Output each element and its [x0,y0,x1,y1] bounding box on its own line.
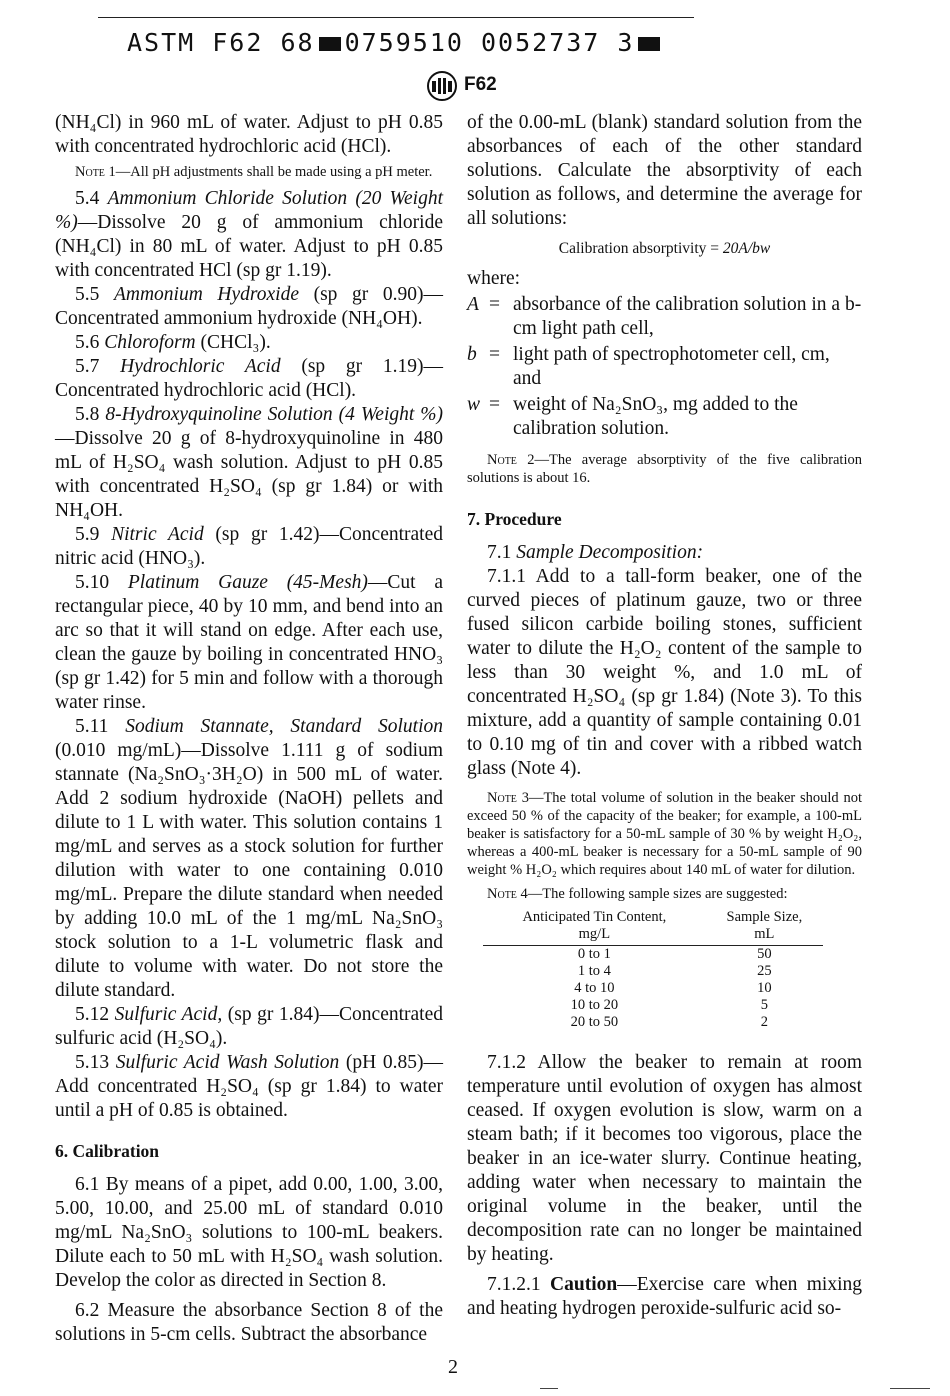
note-label: Note 1 [75,164,116,180]
section-text: (CHCl₃). [195,332,271,353]
definition-row: A = absorbance of the calibration solution in a b-cm light path cell, [467,294,862,339]
paragraph: (NH₄Cl) in 960 mL of water. Adjust to pH 0.85 with concentrated hydrochloric acid (HCl). [55,112,443,157]
equation-expression: 20A/bw [722,240,771,257]
table-row [483,997,823,1014]
section-6-2: 6.2 Measure the absorbance Section 8 of the solutions in 5-cm cells. Subtract the absorbance [55,1300,443,1345]
note-4 [467,885,862,903]
table-cell: 2 [760,1014,768,1030]
scan-artifact [540,1388,558,1389]
section-5-5 [55,283,443,331]
section-text: (sp gr 1.84)—Concentrated sulfuric acid (H₂SO₄). [55,1004,443,1049]
table-cell: 5 [760,997,768,1013]
note-text: —The following sample sizes are suggested: [527,886,788,902]
right-column [467,111,862,1321]
table-header-unit: mL [754,926,775,942]
table-row [483,946,823,964]
scan-artifact [890,1388,930,1389]
note-3 [467,789,862,879]
section-heading-procedure: 7. Procedure [467,509,562,529]
table-row [483,1014,823,1031]
section-number: 5.7 [75,356,121,377]
table-row [483,980,823,997]
section-5-9 [55,523,443,571]
table-cell: 50 [757,946,772,962]
section-7-1 [467,541,862,565]
definition-symbol: b [467,344,477,365]
section-title: Ammonium Hydroxide [113,284,299,305]
section-5-11 [55,715,443,1003]
redaction-block [319,37,341,51]
note-label: Note 3 [487,790,529,806]
table-header-text: Sample Size, [726,909,803,925]
note-label: Note 2 [487,452,535,468]
section-5-12 [55,1003,443,1051]
table-cell: 10 to 20 [570,997,619,1013]
standard-designation: F62 [464,74,497,95]
note-label: Note 4 [487,886,528,902]
section-text: (sp gr 1.19)—Concentrated hydrochloric acid (HCl). [55,356,444,401]
section-number: 5.13 [75,1052,116,1073]
note-2 [467,451,862,487]
equation [467,237,862,261]
section-number: 5.8 [75,404,106,425]
table-row [483,963,823,980]
table-cell: 0 to 1 [577,946,611,962]
section-number: 5.10 [75,572,128,593]
table-cell: 1 to 4 [577,963,611,979]
table-header-unit: mg/L [578,926,611,942]
equation-label: Calibration absorptivity = [558,240,723,257]
section-title: Nitric Acid [111,524,204,545]
section-title: Sample Decomposition: [516,542,704,563]
caution-label: Caution [550,1274,618,1295]
section-5-13 [55,1051,443,1123]
table-cell: 4 to 10 [574,980,615,996]
section-7-1-2-1 [467,1273,862,1321]
document-code-header [127,28,664,57]
where-label: where: [467,268,521,289]
section-text: (pH 0.85)—Add concentrated H₂SO₄ (sp gr 1.84) to water until a pH of 0.85 is obtained. [55,1052,443,1121]
definition-row: w = weight of Na₂SnO₃, mg added to the calibration solution. [467,393,862,441]
table-header [483,909,706,945]
section-number: 7.1.2.1 [487,1274,551,1295]
section-number: 5.5 [75,284,114,305]
paragraph: of the 0.00-mL (blank) standard solution from the absorbances of each of the other standard solutions. Calculate the absorptivity of each solution as follows, and determine the average for all solutions: [467,112,862,229]
definition-text: weight of Na₂SnO₃, mg added to the calibration solution. [513,394,798,439]
section-7-1-1: 7.1.1 Add to a tall-form beaker, one of the curved pieces of platinum gauze, two or three fused silicon carbide boiling stones, sufficient water to dilute the H₂O₂ content of the sample to less than 30 weight %, and 1.0 mL of concentrated H₂SO₄ (sp gr 1.84) (Note 3). To this mixture, add a quantity of sample containing 0.01 to 0.10 mg of tin and cover with a ribbed watch glass (Note 4). [467,566,862,779]
definition-symbol: w [467,394,481,415]
section-7-1-2: 7.1.2 Allow the beaker to remain at room temperature until evolution of oxygen has almost ceased. If oxygen evolution is slow, warm on a steam bath; if it becomes too vigorous, place the beaker in an ice-water slurry. Continue heating, adding water when necessary to maintain the original volume in the beaker, until the decomposition rate can no longer be maintained by heating. [467,1052,862,1265]
section-text: (sp gr 1.42)—Concentrated nitric acid (HNO₃). [55,524,444,569]
section-title: Sulfuric Acid Wash Solution [115,1052,340,1073]
section-number: 7.1 [487,542,517,563]
section-title: Platinum Gauze (45-Mesh) [127,572,368,593]
section-text: —Cut a rectangular piece, 40 by 10 mm, and bend into an arc so that it will stand on edge. After each use, clean the gauze by boiling in concentrated HNO₃ (sp gr 1.42) for 5 min and follow with a thorough water rinse. [55,572,443,713]
note-1 [55,163,443,181]
section-text: —Exercise care when mixing and heating hydrogen peroxide-sulfuric acid so- [467,1274,863,1319]
table-cell: 25 [757,963,772,979]
section-title: Chloroform [104,332,196,353]
section-number: 5.11 [75,716,126,737]
section-text: —Dissolve 20 g of 8-hydroxyquinoline in 480 mL of H₂SO₄ wash solution. Adjust to pH 0.85 with concentrated H₂SO₄ (sp gr 1.84) or with NH₄OH. [55,428,443,521]
table-cell: 20 to 50 [570,1014,619,1030]
section-6-1: 6.1 By means of a pipet, add 0.00, 1.00, 3.00, 5.00, 10.00, and 25.00 mL of standard 0.010 mg/mL Na₂SnO₃ solutions to 100-mL beakers. Dilute each to 50 mL with H₂SO₄ wash solution. Develop the color as directed in Section 8. [55,1174,443,1291]
left-column [55,111,443,1347]
section-5-7 [55,355,443,403]
section-text: (0.010 mg/mL)—Dissolve 1.111 g of sodium stannate (Na₂SnO₃·3H₂O) in 500 mL of water. Add 2 sodium hydroxide (NaOH) pellets and dilute to 1 L with water. This solution contains 1 mg/mL and serves as a stock solution for further dilution with water to one containing 0.010 mg/mL. Prepare the dilute standard when needed by adding 10.0 mL of the 1 mg/mL Na₂SnO₃ stock solution to a 1-L volumetric flask and dilute to volume with water. Do not store the dilute standard. [55,740,443,1001]
note-text: —The average absorptivity of the five calibration solutions is about 16. [467,452,862,486]
redaction-block [638,37,660,51]
section-title: Ammonium Chloride Solution (20 Weight %) [55,188,443,233]
definition-symbol: A [467,294,479,315]
section-title: Hydrochloric Acid [120,356,281,377]
header-rule [98,17,694,18]
section-text: —Dissolve 20 g of ammonium chloride (NH₄Cl) in 80 mL of water. Adjust to pH 0.85 with concentrated HCl (sp gr 1.19). [55,212,443,281]
definition-row: b = light path of spectrophotometer cell, cm, and [467,343,862,391]
section-title: 8-Hydroxyquinoline Solution (4 Weight %) [105,404,444,425]
page-number: 2 [448,1356,458,1378]
table-cell: 10 [757,980,772,996]
section-number: 5.12 [75,1004,115,1025]
table-header-text: Anticipated Tin Content, [522,909,667,925]
section-title: Sulfuric Acid, [114,1004,223,1025]
definition-text: light path of spectrophotometer cell, cm, and [513,344,830,389]
astm-logo-icon [427,70,457,102]
section-text: (sp gr 0.90)—Concentrated ammonium hydroxide (NH₄OH). [55,284,444,329]
section-heading-calibration: 6. Calibration [55,1141,160,1161]
section-number: 5.9 [75,524,112,545]
section-5-4 [55,187,443,283]
section-title: Sodium Stannate, Standard Solution [125,716,443,737]
note-text: —The total volume of solution in the beaker should not exceed 50 % of the capacity of the beaker; for example, a 100-mL beaker is satisfactory for a 50-mL sample of 30 % by weight H₂O₂, whereas a 400-mL beaker is necessary for a 50-mL sample of 90 weight % H₂O₂ which requires about 140 mL of water for dilution. [467,790,862,878]
table-header [706,909,823,945]
header-code-part1: ASTM F62 68 [127,28,315,57]
section-number: 5.4 [75,188,108,209]
note-text: —All pH adjustments shall be made using a pH meter. [115,164,433,180]
definition-text: absorbance of the calibration solution in a b-cm light path cell, [513,294,862,339]
section-5-6 [55,331,443,355]
sample-size-table [483,909,823,1031]
header-code-part2: 0759510 0052737 3 [344,28,635,57]
section-5-8 [55,403,443,523]
section-number: 5.6 [75,332,105,353]
section-5-10 [55,571,443,715]
